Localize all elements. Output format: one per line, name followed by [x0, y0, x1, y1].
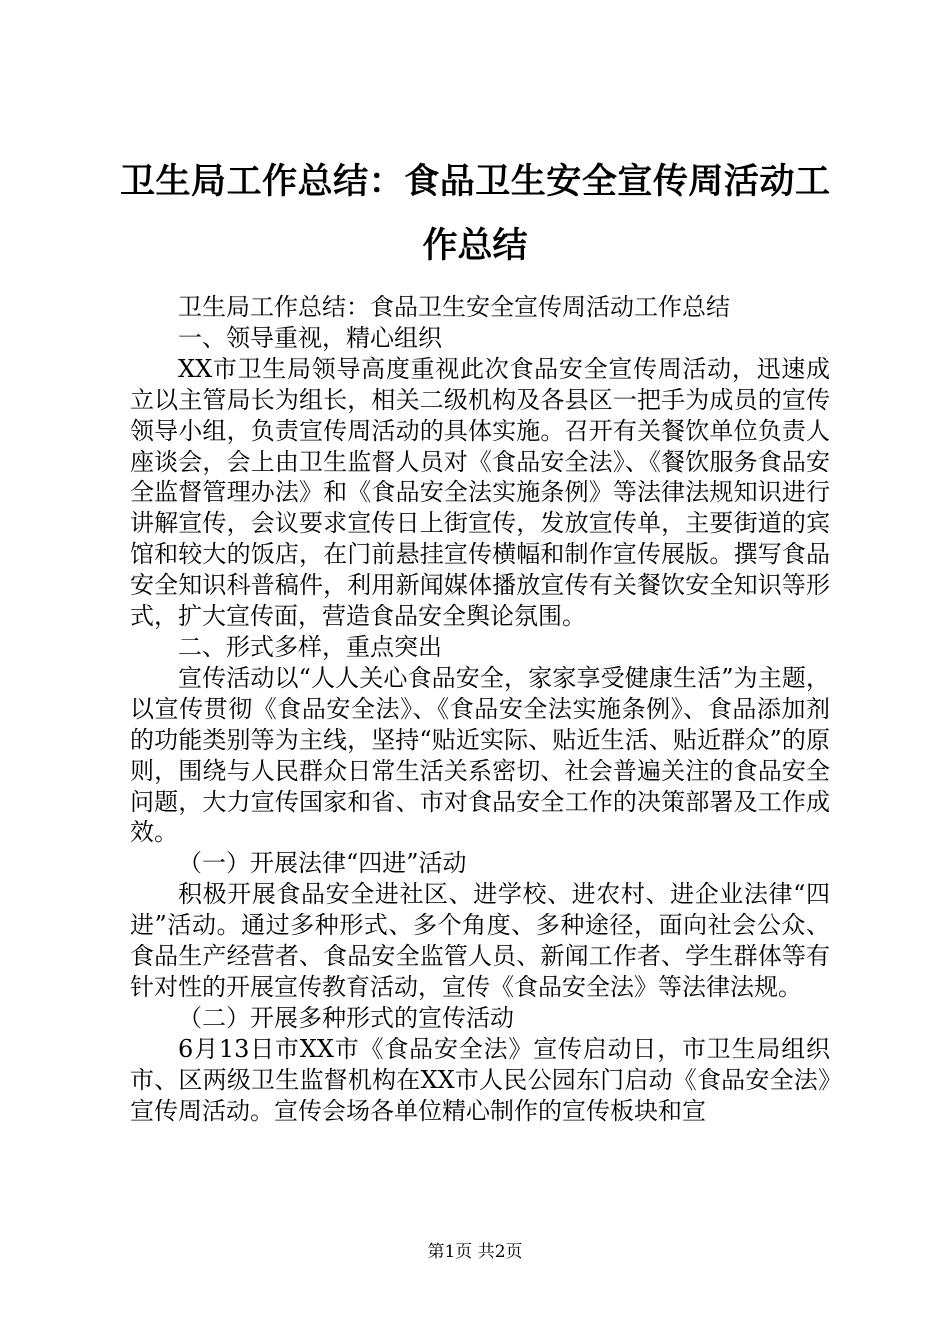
subtitle-paragraph: 卫生局工作总结：食品卫生安全宣传周活动工作总结 [178, 293, 730, 321]
body-paragraph: 6月13日市XX市《食品安全法》宣传启动日，市卫生局组织市、区两级卫生监督机构在XX市人民公园东门启动《食品安全法》宣传周活动。宣传会场各单位精心制作的宣传板块和宣 [130, 1034, 830, 1125]
subsection-heading-1: （一）开展法律“四进”活动 [178, 849, 467, 878]
body-paragraph: 积极开展食品安全进社区、进学校、进农村、进企业法律“四进”活动。通过多种形式、多个角度、多种途径，面向社会公众、食品生产经营者、食品安全监管人员、新闻工作者、学生群体等有针对性的开展宣传教育活动，宣传《食品安全法》等法律法规。 [130, 880, 830, 1001]
document-title-line-2: 作总结 [422, 225, 528, 266]
document-title-line-1: 卫生局工作总结：食品卫生安全宣传周活动工 [120, 161, 830, 202]
body-paragraph: XX市卫生局领导高度重视此次食品安全宣传周活动，迅速成立以主管局长为组长，相关二级机构及各县区一把手为成员的宣传领导小组，负责宣传周活动的具体实施。召开有关餐饮单位负责人座谈会，会上由卫生监督人员对《食品安全法》、《餐饮服务食品安全监督管理办法》和《食品安全法实施条例》等法律法规知识进行讲解宣传，会议要求宣传日上街宣传，发放宣传单，主要街道的宾馆和较大的饭店，在门前悬挂宣传横幅和制作宣传展版。撰写食品安全知识科普稿件，利用新闻媒体播放宣传有关餐饮安全知识等形式，扩大宣传面，营造食品安全舆论氛围。 [130, 354, 830, 631]
document-body [130, 292, 830, 1126]
page-footer: 第1页 共2页 [427, 1242, 523, 1262]
section-heading-1: 一、领导重视，精心组织 [178, 323, 442, 352]
body-paragraph: 宣传活动以“人人关心食品安全，家家享受健康生活”为主题，以宣传贯彻《食品安全法》、《食品安全法实施条例》、食品添加剂的功能类别等为主线，坚持“贴近实际、贴近生活、贴近群众”的原则，围绕与人民群众日常生活关系密切、社会普遍关注的食品安全问题，大力宣传国家和省、市对食品安全工作的决策部署及工作成效。 [130, 663, 830, 847]
subsection-heading-2: （二）开展多种形式的宣传活动 [178, 1003, 514, 1032]
section-heading-2: 二、形式多样，重点突出 [178, 632, 442, 661]
